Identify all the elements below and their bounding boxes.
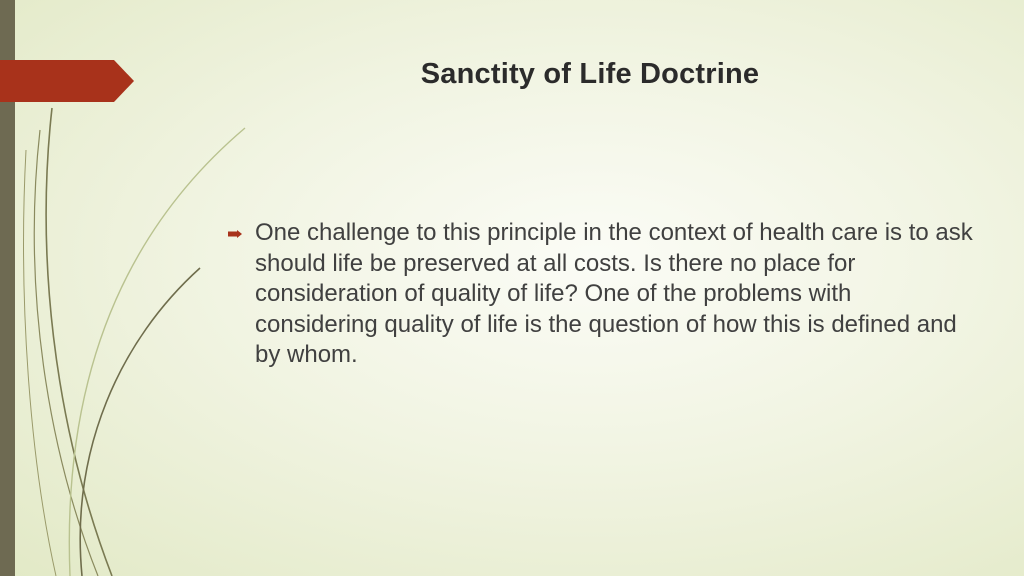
slide-content: [228, 218, 978, 371]
decorative-curve-1: [46, 108, 112, 576]
bullet-item: [228, 218, 978, 371]
decorative-curve-4: [80, 268, 200, 576]
bullet-text: One challenge to this principle in the context of health care is to ask should life be preserved at all costs. Is there no place for consideration of quality of life? One of the problems with considering quality of life is the question of how this is defined and by whom.: [255, 219, 973, 368]
slide-title: Sanctity of Life Doctrine: [420, 58, 760, 90]
title-accent-tab: [0, 60, 134, 102]
decorative-curve-5: [24, 150, 56, 576]
decorative-curve-3: [69, 128, 245, 576]
arrow-bullet-icon: [228, 230, 242, 238]
